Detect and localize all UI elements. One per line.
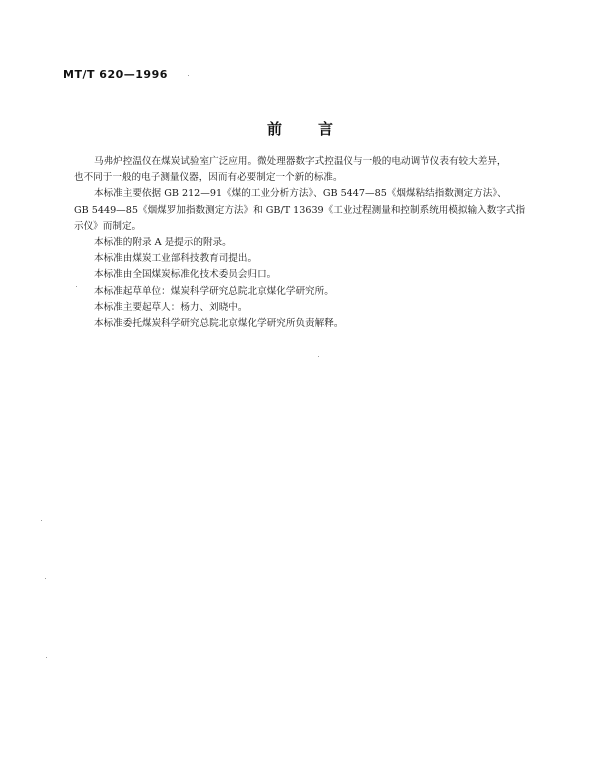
paragraph-line: 本标准委托煤炭科学研究总院北京煤化学研究所负责解释。	[94, 318, 344, 330]
paragraph-7	[84, 300, 536, 316]
paragraph-6	[84, 284, 536, 300]
paragraph-4	[84, 251, 536, 267]
scan-speck	[76, 286, 77, 287]
scan-speck	[46, 657, 47, 658]
page-title-char-1: 前	[266, 120, 282, 138]
paragraph-3	[84, 235, 536, 251]
paragraph-line: GB 5449—85《烟煤罗加指数测定方法》和 GB/T 13639《工业过程测量和控制系统用模拟输入数字式指	[74, 204, 526, 216]
paragraph-line: 马弗炉控温仪在煤炭试验室广泛应用。微处理器数字式控温仪与一般的电动调节仪表有较大差异，	[94, 156, 507, 167]
scan-speck	[45, 578, 46, 579]
paragraph-line: 本标准的附录 A 是提示的附录。	[94, 237, 232, 249]
paragraph-1	[74, 154, 536, 186]
page-title	[0, 118, 600, 139]
paragraph-line: 本标准主要起草人：杨力、刘晓中。	[94, 301, 248, 313]
foreword-body	[74, 154, 536, 332]
paragraph-5	[84, 267, 536, 283]
paragraph-line: 示仪》而制定。	[74, 220, 142, 232]
paragraph-8	[84, 316, 536, 332]
scan-speck	[41, 520, 42, 521]
page-title-char-2: 言	[318, 120, 334, 138]
scan-speck	[318, 356, 319, 357]
standard-code: MT/T 620—1996	[63, 68, 168, 81]
paragraph-2	[74, 186, 536, 235]
paragraph-line: 本标准起草单位：煤炭科学研究总院北京煤化学研究所。	[94, 285, 334, 297]
paragraph-line: 本标准由全国煤炭标准化技术委员会归口。	[94, 269, 277, 281]
scan-speck	[188, 75, 189, 76]
paragraph-line: 也不同于一般的电子测量仪器，因而有必要制定一个新的标准。	[74, 172, 343, 184]
paragraph-line: 本标准由煤炭工业部科技教育司提出。	[94, 253, 258, 265]
paragraph-line: 本标准主要依据 GB 212—91《煤的工业分析方法》、GB 5447—85《烟煤粘结指数测定方法》、	[94, 188, 507, 200]
